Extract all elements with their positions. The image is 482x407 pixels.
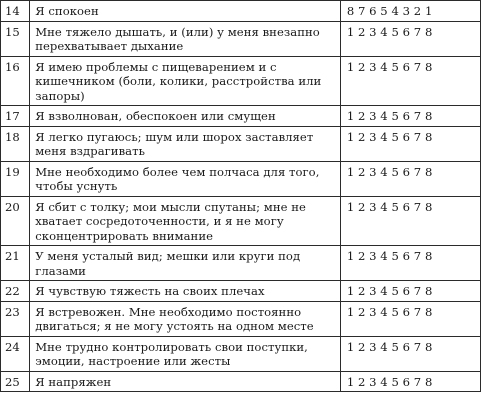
item-statement: Я взволнован, обеспокоен или смущен bbox=[30, 106, 341, 127]
table-row bbox=[1, 281, 481, 302]
item-statement: У меня усталый вид; мешки или круги под глазами bbox=[30, 246, 341, 281]
table-row bbox=[1, 161, 481, 196]
table-row bbox=[1, 246, 481, 281]
table-row bbox=[1, 196, 481, 246]
item-number: 25 bbox=[1, 371, 30, 392]
rating-scale: 1 2 3 4 5 6 7 8 bbox=[340, 196, 480, 246]
table-row bbox=[1, 126, 481, 161]
item-number: 24 bbox=[1, 336, 30, 371]
item-statement: Я встревожен. Мне необходимо постоянно двигаться; я не могу устоять на одном месте bbox=[30, 301, 341, 336]
item-statement: Я легко пугаюсь; шум или шорох заставляет меня вздрагивать bbox=[30, 126, 341, 161]
rating-scale: 1 2 3 4 5 6 7 8 bbox=[340, 246, 480, 281]
item-statement: Я напряжен bbox=[30, 371, 341, 392]
item-statement: Я сбит с толку; мои мысли спутаны; мне не хватает сосредоточенности, и я не могу сконцентрировать внимание bbox=[30, 196, 341, 246]
item-number: 19 bbox=[1, 161, 30, 196]
item-number: 21 bbox=[1, 246, 30, 281]
table-row bbox=[1, 1, 481, 22]
questionnaire-body bbox=[1, 1, 481, 392]
table-row bbox=[1, 106, 481, 127]
item-statement: Мне трудно контролировать свои поступки, эмоции, настроение или жесты bbox=[30, 336, 341, 371]
rating-scale: 1 2 3 4 5 6 7 8 bbox=[340, 56, 480, 106]
item-number: 18 bbox=[1, 126, 30, 161]
rating-scale: 1 2 3 4 5 6 7 8 bbox=[340, 301, 480, 336]
table-row bbox=[1, 301, 481, 336]
item-number: 16 bbox=[1, 56, 30, 106]
item-number: 22 bbox=[1, 281, 30, 302]
item-statement: Мне необходимо более чем полчаса для того, чтобы уснуть bbox=[30, 161, 341, 196]
rating-scale: 1 2 3 4 5 6 7 8 bbox=[340, 371, 480, 392]
table-row bbox=[1, 56, 481, 106]
item-number: 20 bbox=[1, 196, 30, 246]
item-number: 15 bbox=[1, 21, 30, 56]
table-row bbox=[1, 21, 481, 56]
item-statement: Я имею проблемы с пищеварением и с кишечником (боли, колики, расстройства или запоры) bbox=[30, 56, 341, 106]
item-number: 17 bbox=[1, 106, 30, 127]
table-row bbox=[1, 371, 481, 392]
rating-scale: 8 7 6 5 4 3 2 1 bbox=[340, 1, 480, 22]
item-number: 23 bbox=[1, 301, 30, 336]
table-row bbox=[1, 336, 481, 371]
rating-scale: 1 2 3 4 5 6 7 8 bbox=[340, 21, 480, 56]
item-statement: Я чувствую тяжесть на своих плечах bbox=[30, 281, 341, 302]
item-number: 14 bbox=[1, 1, 30, 22]
rating-scale: 1 2 3 4 5 6 7 8 bbox=[340, 336, 480, 371]
item-statement: Мне тяжело дышать, и (или) у меня внезапно перехватывает дыхание bbox=[30, 21, 341, 56]
rating-scale: 1 2 3 4 5 6 7 8 bbox=[340, 161, 480, 196]
rating-scale: 1 2 3 4 5 6 7 8 bbox=[340, 281, 480, 302]
rating-scale: 1 2 3 4 5 6 7 8 bbox=[340, 106, 480, 127]
item-statement: Я спокоен bbox=[30, 1, 341, 22]
rating-scale: 1 2 3 4 5 6 7 8 bbox=[340, 126, 480, 161]
